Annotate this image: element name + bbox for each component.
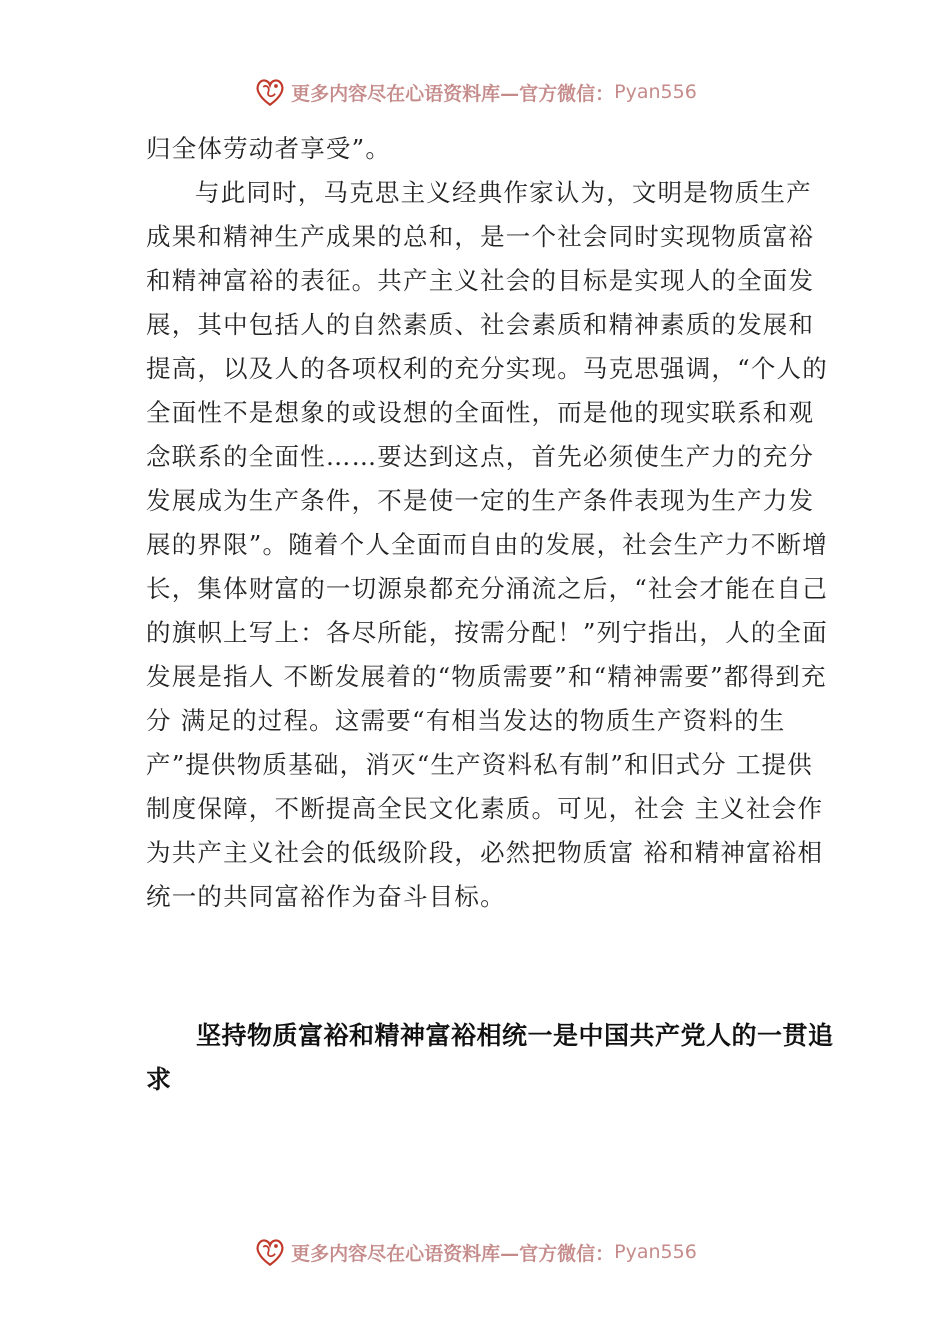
section-heading: 坚持物质富裕和精神富裕相统一是中国共产党人的一贯追求 — [146, 1021, 834, 1094]
banner-wechat-id: Pyan556 — [614, 1241, 697, 1263]
paragraph-main: 与此同时，马克思主义经典作家认为，文明是物质生产成果和精神生产成果的总和，是一个社会同时实现物质富裕和精神富裕的表征。共产主义社会的目标是实现人的全面发展，其中包括人的自然素质、社会素质和精神素质的发展和提高，以及人的各项权利的充分实现。马克思强调，“个人的全面性不是想象的或设想的全面性，而是他的现实联系和观念联系的全面性……要达到这点，首先必须使生产力的充分发展成为生产条件，不是使一定的生产条件表现为生产力发展的界限”。随着个人全面而自由的发展，社会生产力不断增长，集体财富的一切源泉都充分涌流之后，“社会才能在自己的旗帜上写上：各尽所能，按需分配！”列宁指出，人的全面发展是指人 不断发展着的“物质需要”和“精神需要”都得到充分 满足的过程。这需要“有相当发达的物质生产资料的生 产”提供物质基础，消灭“生产资料私有制”和旧式分 工提供制度保障，不断提高全民文化素质。可见，社会 主义社会作为共产主义社会的低级阶段，必然把物质富 裕和精神富裕相统一的共同富裕作为奋斗目标。 — [146, 178, 828, 911]
banner-text: 更多内容尽在心语资料库—官方微信： — [291, 82, 615, 105]
paragraph-continuation: 归全体劳动者享受”。 — [146, 134, 392, 163]
heart-logo-icon — [253, 1235, 287, 1269]
banner-wechat-id: Pyan556 — [614, 81, 697, 103]
document-body — [146, 127, 836, 919]
banner-text: 更多内容尽在心语资料库—官方微信： — [291, 1242, 615, 1265]
header-banner — [0, 72, 950, 112]
footer-banner — [0, 1232, 950, 1272]
heart-logo-icon — [253, 75, 287, 109]
